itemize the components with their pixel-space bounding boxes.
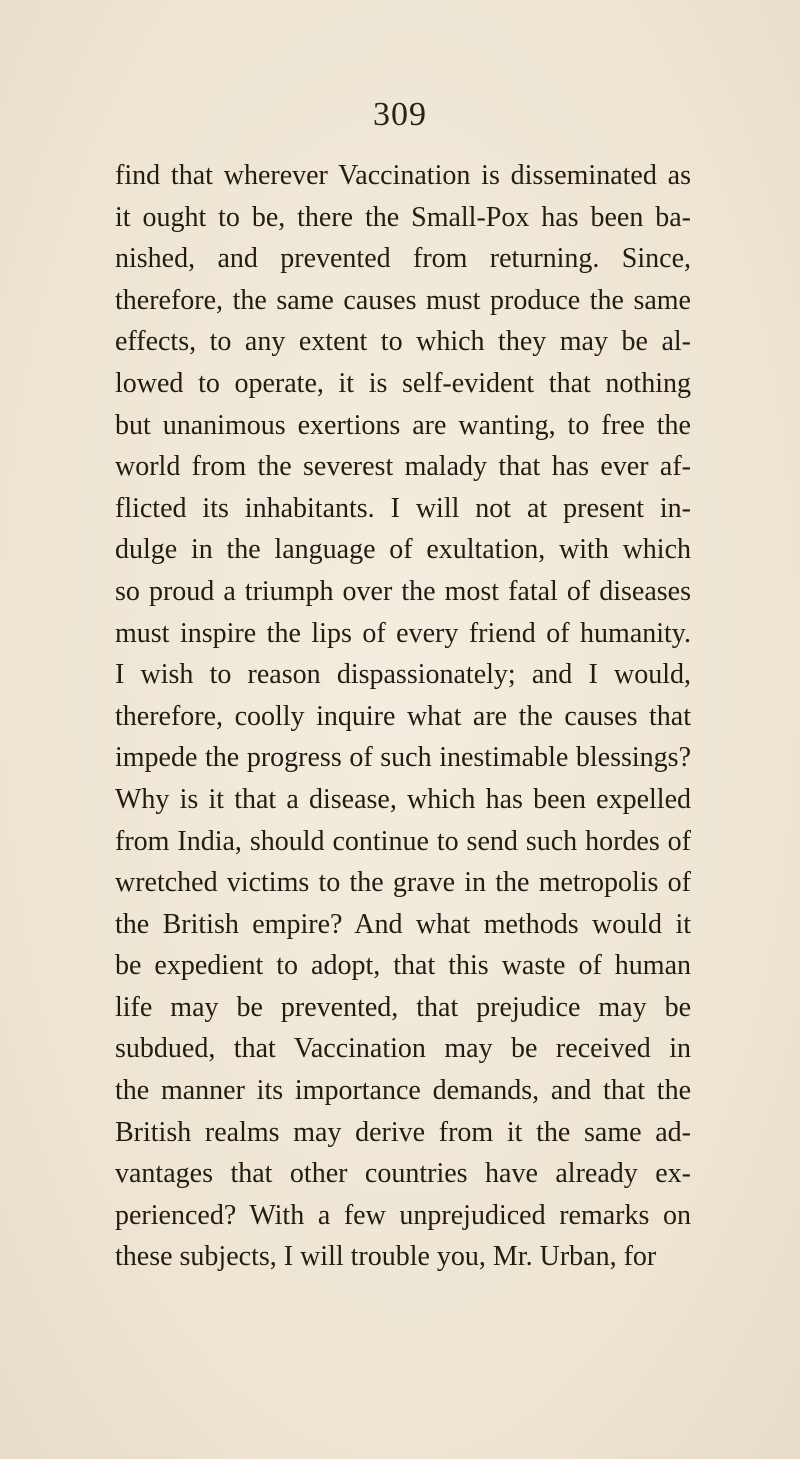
text-line: nished, and prevented from returning. Since,	[115, 243, 691, 275]
text-line: subdued, that Vaccination may be received in	[115, 1033, 691, 1065]
text-line: therefore, the same causes must produce the same	[115, 284, 691, 316]
text-line: but unanimous exertions are wanting, to free the	[115, 409, 691, 441]
text-line: British realms may derive from it the same ad-	[115, 1116, 691, 1148]
text-line: Why is it that a disease, which has been expelled	[115, 783, 691, 815]
text-line: these subjects, I will trouble you, Mr. Urban, for	[115, 1241, 657, 1273]
text-line: be expedient to adopt, that this waste of human	[115, 950, 691, 982]
text-line: life may be prevented, that prejudice may be	[115, 991, 691, 1023]
text-line: the British empire? And what methods would it	[115, 908, 691, 940]
text-line: wretched victims to the grave in the metropolis of	[115, 867, 691, 899]
text-line: therefore, coolly inquire what are the causes that	[115, 700, 691, 732]
text-line: from India, should continue to send such hordes of	[115, 825, 691, 857]
text-line: flicted its inhabitants. I will not at present in-	[115, 492, 691, 524]
text-line: I wish to reason dispassionately; and I would,	[115, 659, 691, 691]
text-line: lowed to operate, it is self-evident that nothing	[115, 367, 691, 399]
text-line: the manner its importance demands, and that the	[115, 1075, 691, 1107]
text-line: vantages that other countries have already ex-	[115, 1158, 691, 1190]
body-text	[115, 155, 691, 1278]
text-line: it ought to be, there the Small-Pox has been ba-	[115, 201, 691, 233]
text-line: find that wherever Vaccination is disseminated as	[115, 160, 691, 191]
text-line: dulge in the language of exultation, with which	[115, 534, 691, 566]
text-line: effects, to any extent to which they may be al-	[115, 326, 691, 358]
text-line: world from the severest malady that has ever af-	[115, 451, 691, 483]
text-line: so proud a triumph over the most fatal of diseases	[115, 575, 691, 607]
text-line: must inspire the lips of every friend of humanity.	[115, 617, 691, 649]
page-number: 309	[373, 96, 427, 133]
text-line: impede the progress of such inestimable blessings?	[115, 742, 691, 774]
text-line: perienced? With a few unprejudiced remarks on	[115, 1199, 691, 1231]
